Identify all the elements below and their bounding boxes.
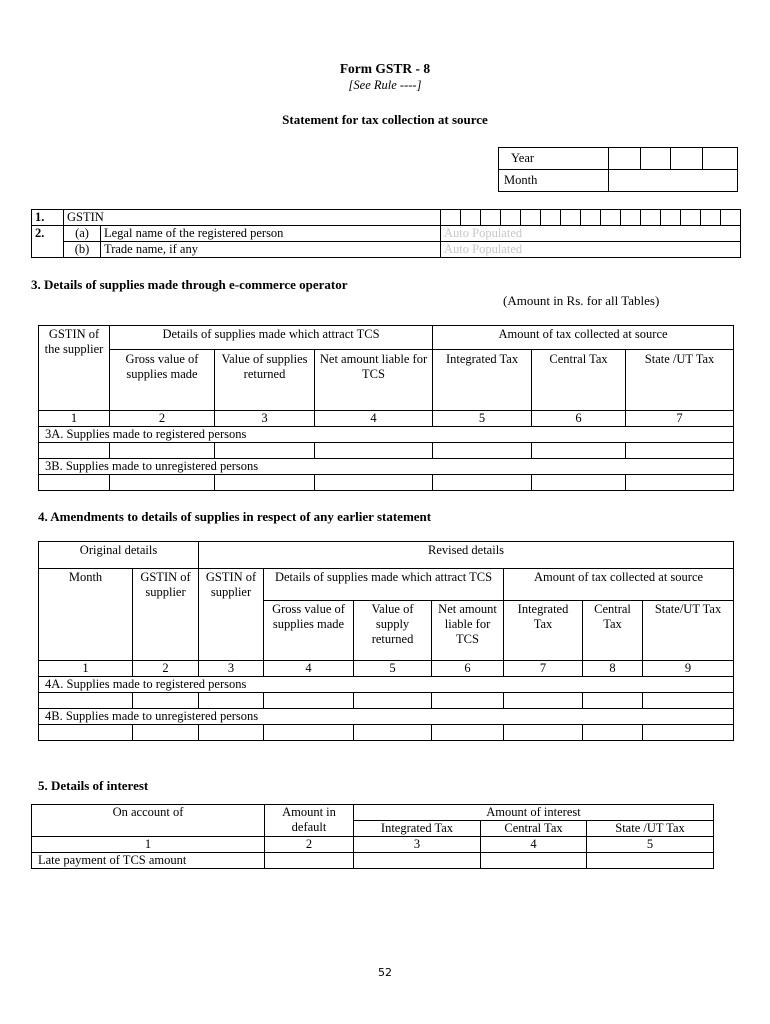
legal-name-value: Auto Populated xyxy=(441,226,741,242)
s4a-cell-5[interactable] xyxy=(354,693,432,709)
s3-num-2: 2 xyxy=(110,411,215,427)
s3-num-6: 6 xyxy=(532,411,626,427)
s4b-cell-1[interactable] xyxy=(39,725,133,741)
row2a-sub: (a) xyxy=(64,226,101,242)
s3b-cell-7[interactable] xyxy=(626,475,734,491)
month-field[interactable] xyxy=(609,170,738,192)
s4b-cell-2[interactable] xyxy=(133,725,199,741)
s4-group-details: Details of supplies made which attract TCS xyxy=(264,569,504,601)
month-label: Month xyxy=(499,170,609,192)
year-digit-4[interactable] xyxy=(703,148,738,170)
year-digit-1[interactable] xyxy=(609,148,641,170)
statement-title: Statement for tax collection at source xyxy=(282,112,488,127)
s4-num-9: 9 xyxy=(643,661,734,677)
section5-table xyxy=(31,804,714,869)
s4-col-gstin-original: GSTIN of supplier xyxy=(133,569,199,661)
s3a-cell-7[interactable] xyxy=(626,443,734,459)
s4-num-8: 8 xyxy=(583,661,643,677)
s4-num-1: 1 xyxy=(39,661,133,677)
s3b-cell-3[interactable] xyxy=(215,475,315,491)
page-number: 52 xyxy=(378,966,392,979)
s3-col-cgst: Central Tax xyxy=(532,350,626,411)
s4-row-4a: 4A. Supplies made to registered persons xyxy=(39,677,734,693)
s3-entry-row-3a xyxy=(39,443,734,459)
trade-name-value: Auto Populated xyxy=(441,242,741,258)
s3-col-sgst: State /UT Tax xyxy=(626,350,734,411)
year-digit-3[interactable] xyxy=(671,148,703,170)
s4-group-original: Original details xyxy=(39,542,199,569)
s3a-cell-6[interactable] xyxy=(532,443,626,459)
section3-title: 3. Details of supplies made through e-commerce operator xyxy=(31,277,348,292)
gstin-field[interactable] xyxy=(441,210,741,226)
s3b-cell-6[interactable] xyxy=(532,475,626,491)
s4b-cell-4[interactable] xyxy=(264,725,354,741)
s4-col-month: Month xyxy=(39,569,133,661)
s5-late-cgst[interactable] xyxy=(481,853,587,869)
s5-num-3: 3 xyxy=(354,837,481,853)
s4-group-revised: Revised details xyxy=(199,542,734,569)
s4-num-7: 7 xyxy=(504,661,583,677)
s4-group-tax: Amount of tax collected at source xyxy=(504,569,734,601)
s3a-cell-1[interactable] xyxy=(39,443,110,459)
s3-num-1: 1 xyxy=(39,411,110,427)
s4a-cell-6[interactable] xyxy=(432,693,504,709)
s5-late-sgst[interactable] xyxy=(587,853,714,869)
s4-col-net: Net amount liable for TCS xyxy=(432,601,504,661)
s5-num-4: 4 xyxy=(481,837,587,853)
s3-num-5: 5 xyxy=(433,411,532,427)
section4-table xyxy=(38,541,734,741)
s3-col-gross: Gross value of supplies made xyxy=(110,350,215,411)
s4-num-3: 3 xyxy=(199,661,264,677)
s5-num-1: 1 xyxy=(32,837,265,853)
s3-col-igst: Integrated Tax xyxy=(433,350,532,411)
s4-col-gross: Gross value of supplies made xyxy=(264,601,354,661)
s4a-cell-4[interactable] xyxy=(264,693,354,709)
section4-title: 4. Amendments to details of supplies in respect of any earlier statement xyxy=(38,509,432,524)
s3-group-details: Details of supplies made which attract TCS xyxy=(110,326,433,350)
s5-col-account: On account of xyxy=(32,805,265,837)
taxpayer-table xyxy=(31,209,741,258)
form-title: Form GSTR - 8 xyxy=(339,61,431,76)
section5-title: 5. Details of interest xyxy=(38,778,149,793)
s4b-cell-9[interactable] xyxy=(643,725,734,741)
s3-num-7: 7 xyxy=(626,411,734,427)
legal-name-label: Legal name of the registered person xyxy=(101,226,441,242)
s3-row-3a: 3A. Supplies made to registered persons xyxy=(39,427,734,443)
s3-col-returned: Value of supplies returned xyxy=(215,350,315,411)
s4-row-4b: 4B. Supplies made to unregistered persons xyxy=(39,709,734,725)
gstin-label: GSTIN xyxy=(64,210,441,226)
s4-num-2: 2 xyxy=(133,661,199,677)
s5-col-igst: Integrated Tax xyxy=(354,821,481,837)
s4a-cell-9[interactable] xyxy=(643,693,734,709)
s4-col-returned: Value of supply returned xyxy=(354,601,432,661)
s3-col-net: Net amount liable for TCS xyxy=(315,350,433,411)
s5-late-default[interactable] xyxy=(265,853,354,869)
s4b-cell-8[interactable] xyxy=(583,725,643,741)
s4-entry-row-4b xyxy=(39,725,734,741)
s5-num-2: 2 xyxy=(265,837,354,853)
s4a-cell-3[interactable] xyxy=(199,693,264,709)
row2-number: 2. xyxy=(32,226,64,258)
s4-num-5: 5 xyxy=(354,661,432,677)
year-digit-2[interactable] xyxy=(641,148,671,170)
s4a-cell-1[interactable] xyxy=(39,693,133,709)
s3a-cell-5[interactable] xyxy=(433,443,532,459)
s4b-cell-3[interactable] xyxy=(199,725,264,741)
s5-row-late-payment: Late payment of TCS amount xyxy=(32,853,265,869)
s3-group-tax: Amount of tax collected at source xyxy=(433,326,734,350)
s3b-cell-4[interactable] xyxy=(315,475,433,491)
row2b-sub: (b) xyxy=(64,242,101,258)
s4a-cell-7[interactable] xyxy=(504,693,583,709)
s5-late-igst[interactable] xyxy=(354,853,481,869)
s4b-cell-7[interactable] xyxy=(504,725,583,741)
s4-num-6: 6 xyxy=(432,661,504,677)
s3-entry-row-3b xyxy=(39,475,734,491)
s3b-cell-2[interactable] xyxy=(110,475,215,491)
s4-col-gstin-revised: GSTIN of supplier xyxy=(199,569,264,661)
s4-col-igst: Integrated Tax xyxy=(504,601,583,661)
period-table xyxy=(498,147,738,192)
s4-num-4: 4 xyxy=(264,661,354,677)
year-label: Year xyxy=(499,148,609,170)
s3-col-gstin: GSTIN of the supplier xyxy=(39,326,110,411)
s4-col-cgst: Central Tax xyxy=(583,601,643,661)
s3a-cell-3[interactable] xyxy=(215,443,315,459)
s3-num-4: 4 xyxy=(315,411,433,427)
rule-reference: [See Rule ----] xyxy=(348,78,422,92)
s3a-cell-2[interactable] xyxy=(110,443,215,459)
s5-col-cgst: Central Tax xyxy=(481,821,587,837)
s3b-cell-1[interactable] xyxy=(39,475,110,491)
section3-table xyxy=(38,325,734,491)
s4b-cell-6[interactable] xyxy=(432,725,504,741)
s3-num-3: 3 xyxy=(215,411,315,427)
s5-col-sgst: State /UT Tax xyxy=(587,821,714,837)
s4a-cell-8[interactable] xyxy=(583,693,643,709)
row1-number: 1. xyxy=(32,210,64,226)
s4a-cell-2[interactable] xyxy=(133,693,199,709)
s5-col-default: Amount in default xyxy=(265,805,354,837)
s3b-cell-5[interactable] xyxy=(433,475,532,491)
trade-name-label: Trade name, if any xyxy=(101,242,441,258)
s3-row-3b: 3B. Supplies made to unregistered persons xyxy=(39,459,734,475)
s4-col-sgst: State/UT Tax xyxy=(643,601,734,661)
s3a-cell-4[interactable] xyxy=(315,443,433,459)
s4-entry-row-4a xyxy=(39,693,734,709)
s5-group-interest: Amount of interest xyxy=(354,805,714,821)
s4b-cell-5[interactable] xyxy=(354,725,432,741)
s5-num-5: 5 xyxy=(587,837,714,853)
amount-note: (Amount in Rs. for all Tables) xyxy=(503,293,660,308)
